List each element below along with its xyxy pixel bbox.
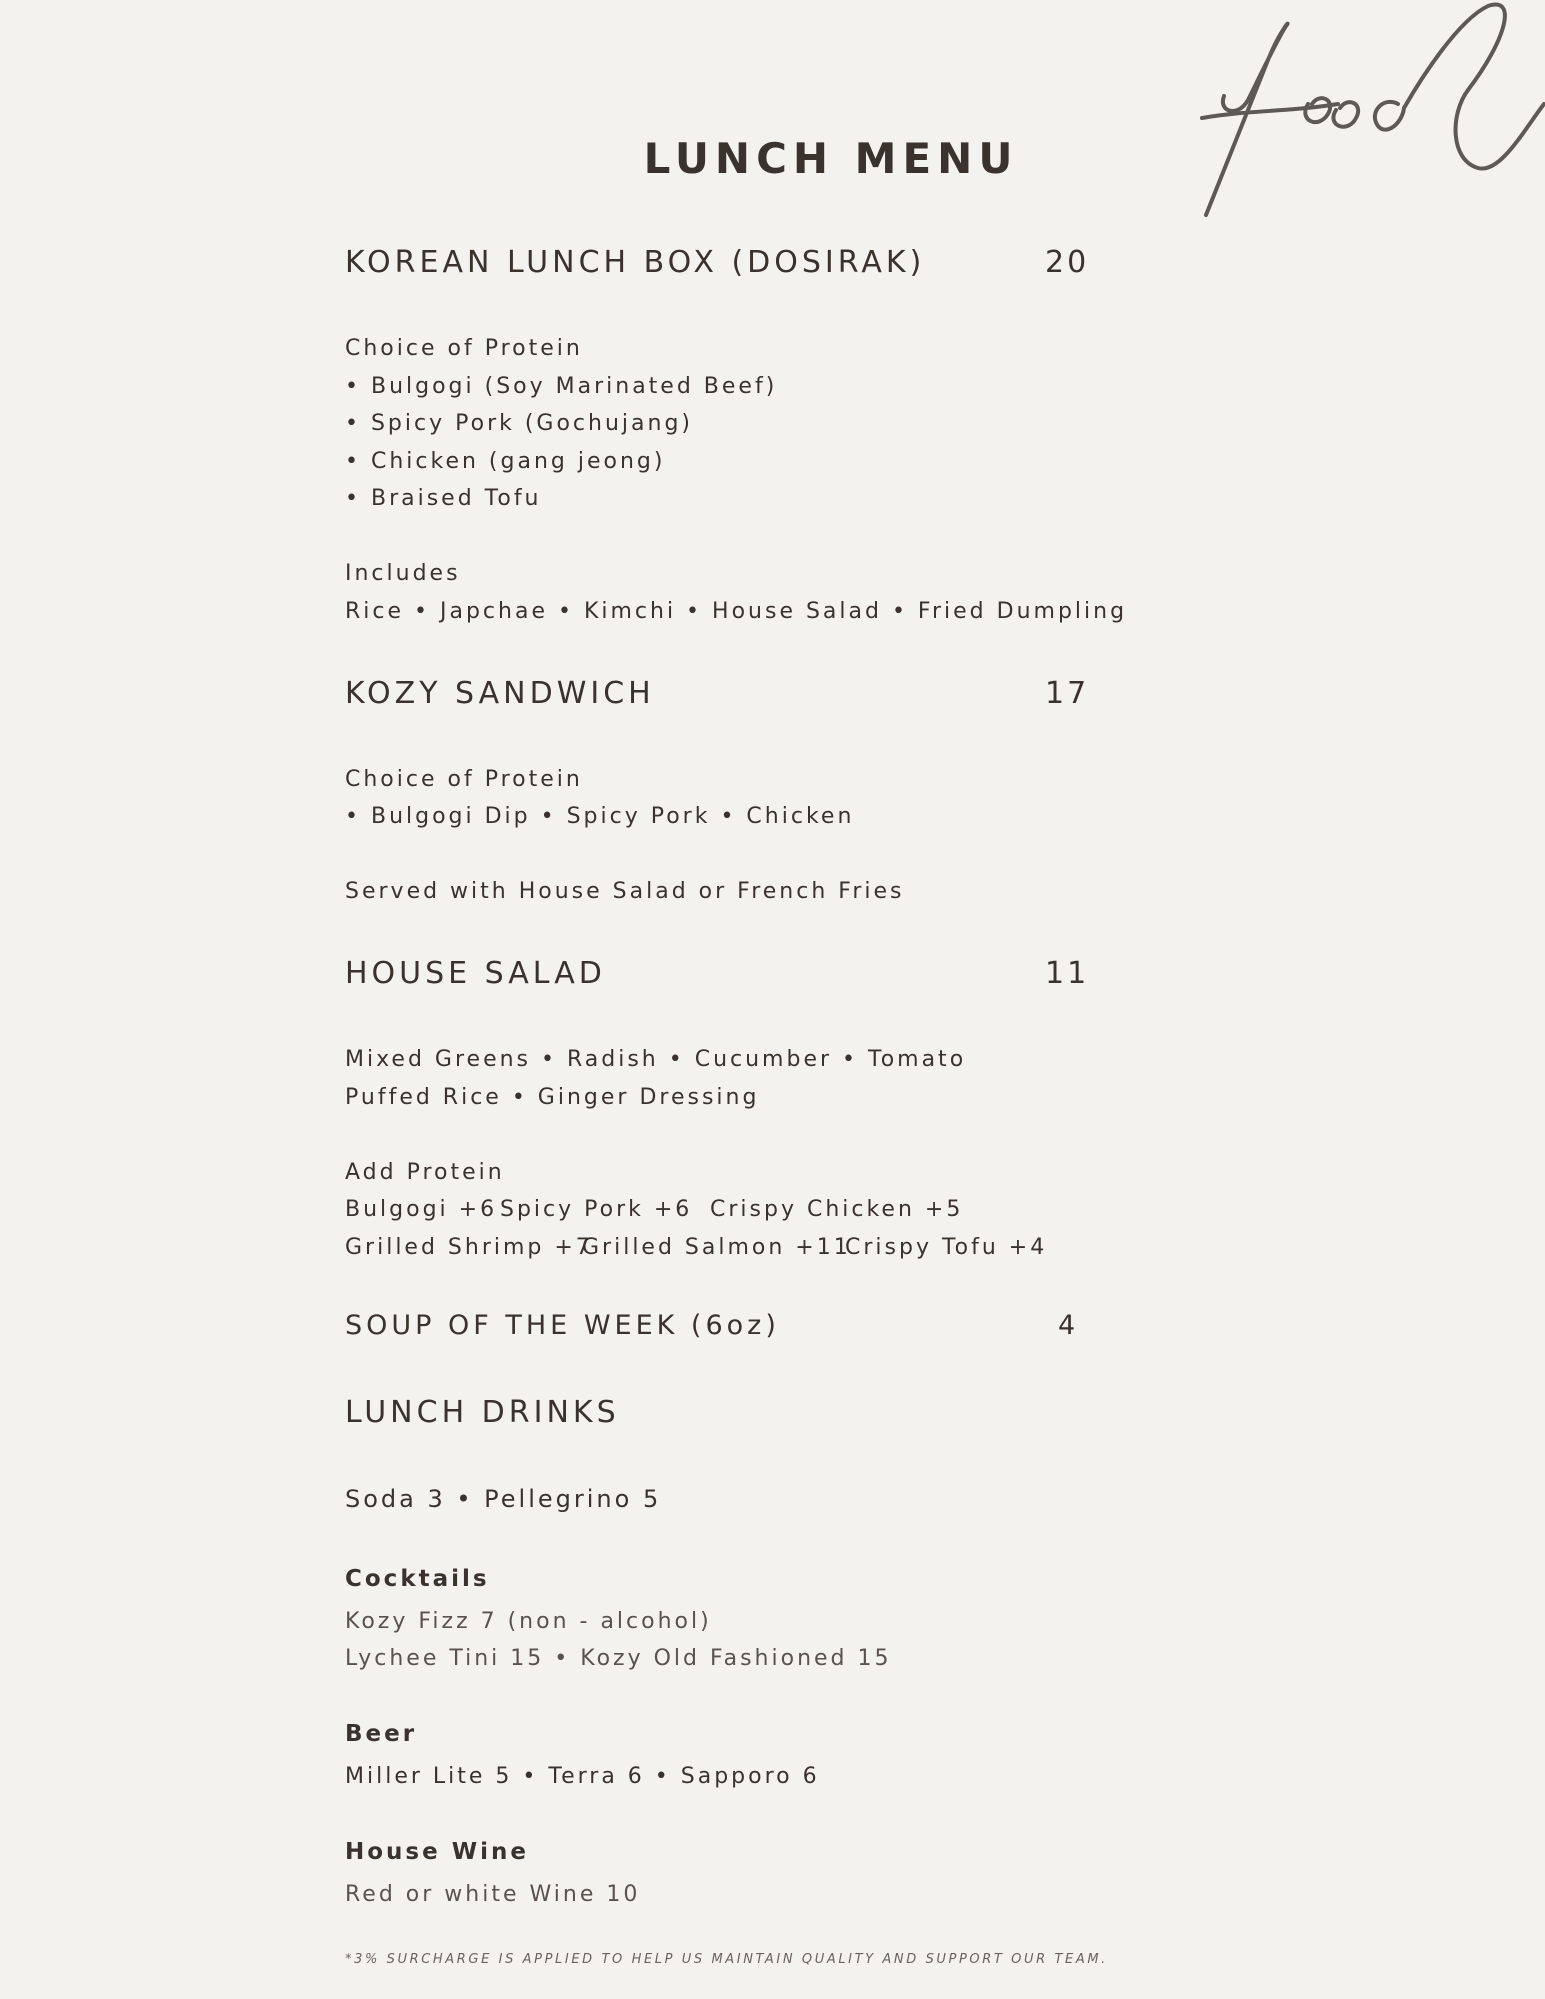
surcharge-footnote: *3% SURCHARGE IS APPLIED TO HELP US MAINTAIN QUALITY AND SUPPORT OUR TEAM. [345, 1952, 1108, 1967]
dosirak-protein-item: • Bulgogi (Soy Marinated Beef) [345, 374, 778, 399]
food-script-logo [1188, 0, 1545, 230]
cocktails-line-2: Lychee Tini 15 • Kozy Old Fashioned 15 [345, 1646, 892, 1671]
drinks-name: LUNCH DRINKS [345, 1395, 620, 1430]
dosirak-protein-label: Choice of Protein [345, 336, 583, 361]
sandwich-served: Served with House Salad or French Fries [345, 879, 905, 904]
salad-add-label: Add Protein [345, 1160, 505, 1185]
dosirak-name: KOREAN LUNCH BOX (DOSIRAK) [345, 245, 926, 280]
salad-addon: Grilled Salmon +11 [582, 1235, 851, 1260]
dosirak-protein-item: • Braised Tofu [345, 486, 542, 511]
salad-addon: Crispy Chicken +5 [710, 1197, 964, 1222]
cocktails-label: Cocktails [345, 1566, 490, 1592]
dosirak-price: 20 [1045, 245, 1090, 280]
sandwich-price: 17 [1045, 676, 1090, 711]
beer-line: Miller Lite 5 • Terra 6 • Sapporo 6 [345, 1764, 820, 1789]
salad-addon: Spicy Pork +6 [500, 1197, 693, 1222]
sandwich-protein-label: Choice of Protein [345, 767, 583, 792]
beer-label: Beer [345, 1721, 418, 1747]
sandwich-name: KOZY SANDWICH [345, 676, 655, 711]
salad-line-2: Puffed Rice • Ginger Dressing [345, 1085, 760, 1110]
drinks-soda: Soda 3 • Pellegrino 5 [345, 1485, 662, 1513]
wine-label: House Wine [345, 1839, 529, 1865]
dosirak-includes-label: Includes [345, 561, 461, 586]
salad-addon: Bulgogi +6 [345, 1197, 498, 1222]
salad-price: 11 [1045, 956, 1090, 991]
sandwich-proteins: • Bulgogi Dip • Spicy Pork • Chicken [345, 804, 855, 829]
soup-price: 4 [1058, 1310, 1079, 1341]
dosirak-protein-item: • Spicy Pork (Gochujang) [345, 411, 693, 436]
salad-addon: Grilled Shrimp +7 [345, 1235, 593, 1260]
salad-name: HOUSE SALAD [345, 956, 606, 991]
wine-line: Red or white Wine 10 [345, 1882, 641, 1907]
dosirak-protein-item: • Chicken (gang jeong) [345, 449, 666, 474]
salad-addon: Crispy Tofu +4 [845, 1235, 1048, 1260]
salad-line-1: Mixed Greens • Radish • Cucumber • Tomato [345, 1047, 967, 1072]
cocktails-line-1: Kozy Fizz 7 (non - alcohol) [345, 1609, 712, 1634]
dosirak-includes: Rice • Japchae • Kimchi • House Salad • Fried Dumpling [345, 599, 1128, 624]
page-title: LUNCH MENU [643, 134, 1019, 183]
soup-name: SOUP OF THE WEEK (6oz) [345, 1310, 780, 1341]
